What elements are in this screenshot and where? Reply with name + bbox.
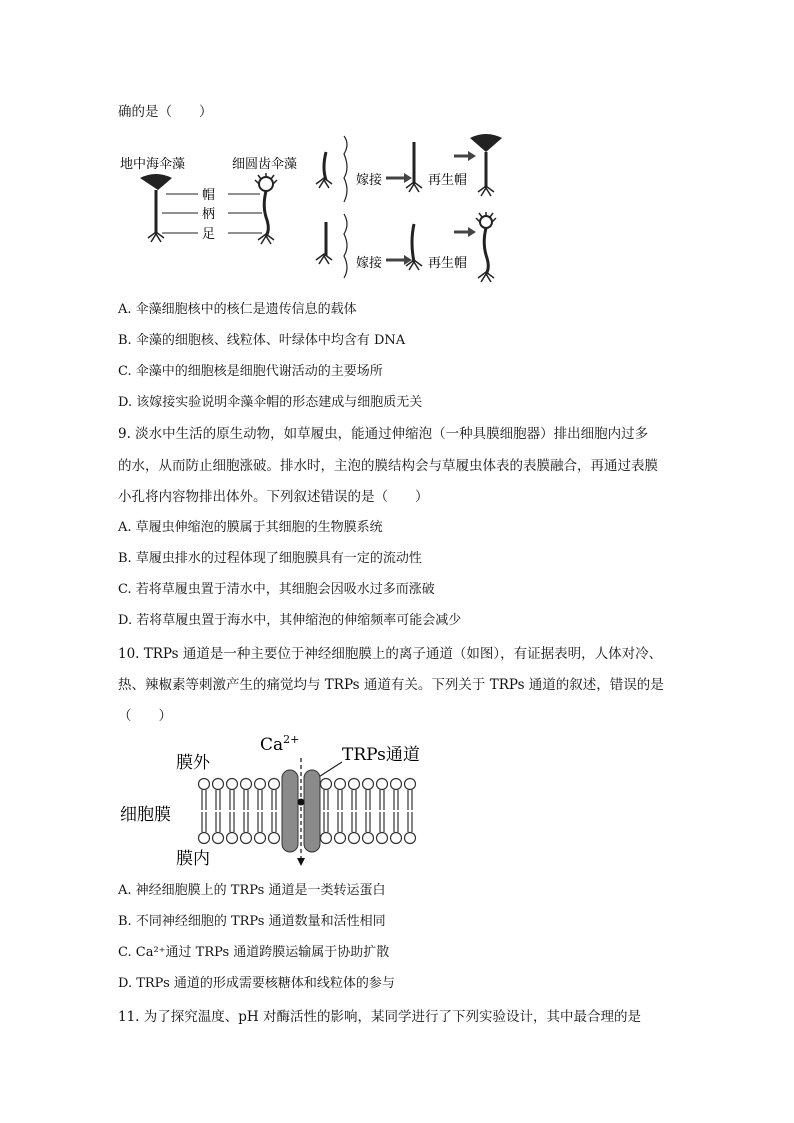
graft-row-top bbox=[316, 134, 502, 202]
q10-option-c: C. Ca²⁺通过 TRPs 通道跨膜运输属于协助扩散 bbox=[118, 945, 390, 960]
graft-row-bottom bbox=[316, 212, 496, 282]
q10-option-b: B. 不同神经细胞的 TRPs 通道数量和活性相同 bbox=[118, 914, 386, 929]
trps-channel-diagram bbox=[118, 728, 438, 874]
ion-symbol: Ca bbox=[260, 735, 284, 755]
regen-label-top: 再生帽 bbox=[428, 173, 468, 188]
membrane-label: 细胞膜 bbox=[120, 805, 171, 825]
acetabularia-graft-figure bbox=[118, 132, 518, 287]
right-species-label: 细圆齿伞藻 bbox=[232, 157, 298, 172]
q9-option-c: C. 若将草履虫置于清水中，其细胞会因吸水过多而涨破 bbox=[118, 582, 435, 597]
acetabularia-diagram bbox=[118, 132, 518, 287]
q9-option-b: B. 草履虫排水的过程体现了细胞膜具有一定的流动性 bbox=[118, 551, 422, 566]
q9-option-d: D. 若将草履虫置于海水中，其伸缩泡的伸缩频率可能会减少 bbox=[118, 613, 462, 628]
q9-option-a: A. 草履虫伸缩泡的膜属于其细胞的生物膜系统 bbox=[118, 520, 383, 535]
part-cap-label: 帽 bbox=[202, 188, 216, 203]
regen-label-bottom: 再生帽 bbox=[428, 256, 468, 271]
graft-label-top: 嫁接 bbox=[356, 173, 383, 188]
q9-stem-line-1: 9. 淡水中生活的原生动物，如草履虫，能通过伸缩泡（一种具膜细胞器）排出细胞内过多 bbox=[118, 426, 649, 442]
q10-option-a: A. 神经细胞膜上的 TRPs 通道是一类转运蛋白 bbox=[118, 883, 386, 898]
left-species-label: 地中海伞藻 bbox=[120, 157, 186, 172]
ion-charge: 2+ bbox=[283, 733, 300, 746]
inside-label: 膜内 bbox=[176, 849, 210, 869]
graft-label-bottom: 嫁接 bbox=[356, 256, 383, 271]
q10-stem-line-1: 10. TRPs 通道是一种主要位于神经细胞膜上的离子通道（如图），有证据表明，人体对冷、 bbox=[118, 646, 663, 662]
q8-option-a: A. 伞藻细胞核中的核仁是遗传信息的载体 bbox=[118, 302, 357, 317]
q10-stem-line-2: 热、辣椒素等刺激产生的痛觉均与 TRPs 通道有关。下列关于 TRPs 通道的叙述，错误的是 bbox=[118, 677, 664, 693]
q8-stem: 确的是（ ） bbox=[118, 104, 213, 120]
ion-flow-arrow-icon bbox=[297, 858, 305, 866]
ion-label bbox=[260, 733, 299, 755]
q8-option-d: D. 该嫁接实验说明伞藻伞帽的形态建成与细胞质无关 bbox=[118, 395, 423, 410]
q9-stem-line-2: 的水，从而防止细胞涨破。排水时，主泡的膜结构会与草履虫体表的表膜融合，再通过表膜 bbox=[118, 458, 658, 474]
outside-label: 膜外 bbox=[176, 753, 210, 773]
q9-stem-line-3: 小孔将内容物排出体外。下列叙述错误的是（ ） bbox=[118, 489, 429, 505]
q10-stem-line-3: （ ） bbox=[118, 708, 172, 724]
part-stalk-label: 柄 bbox=[202, 207, 216, 222]
channel-label: TRPs通道 bbox=[342, 745, 420, 765]
q8-option-c: C. 伞藻中的细胞核是细胞代谢活动的主要场所 bbox=[118, 364, 383, 379]
trps-channel-figure bbox=[118, 728, 438, 874]
channel-protein bbox=[282, 758, 320, 866]
q10-option-d: D. TRPs 通道的形成需要核糖体和线粒体的参与 bbox=[118, 976, 395, 991]
ion-dot-icon bbox=[298, 799, 305, 806]
q8-option-b: B. 伞藻的细胞核、线粒体、叶绿体中均含有 DNA bbox=[118, 333, 406, 348]
part-foot-label: 足 bbox=[202, 227, 216, 242]
mediterranea-alga-icon bbox=[140, 174, 172, 242]
q11-stem: 11. 为了探究温度、pH 对酶活性的影响，某同学进行了下列实验设计，其中最合理的是 bbox=[118, 1009, 641, 1025]
